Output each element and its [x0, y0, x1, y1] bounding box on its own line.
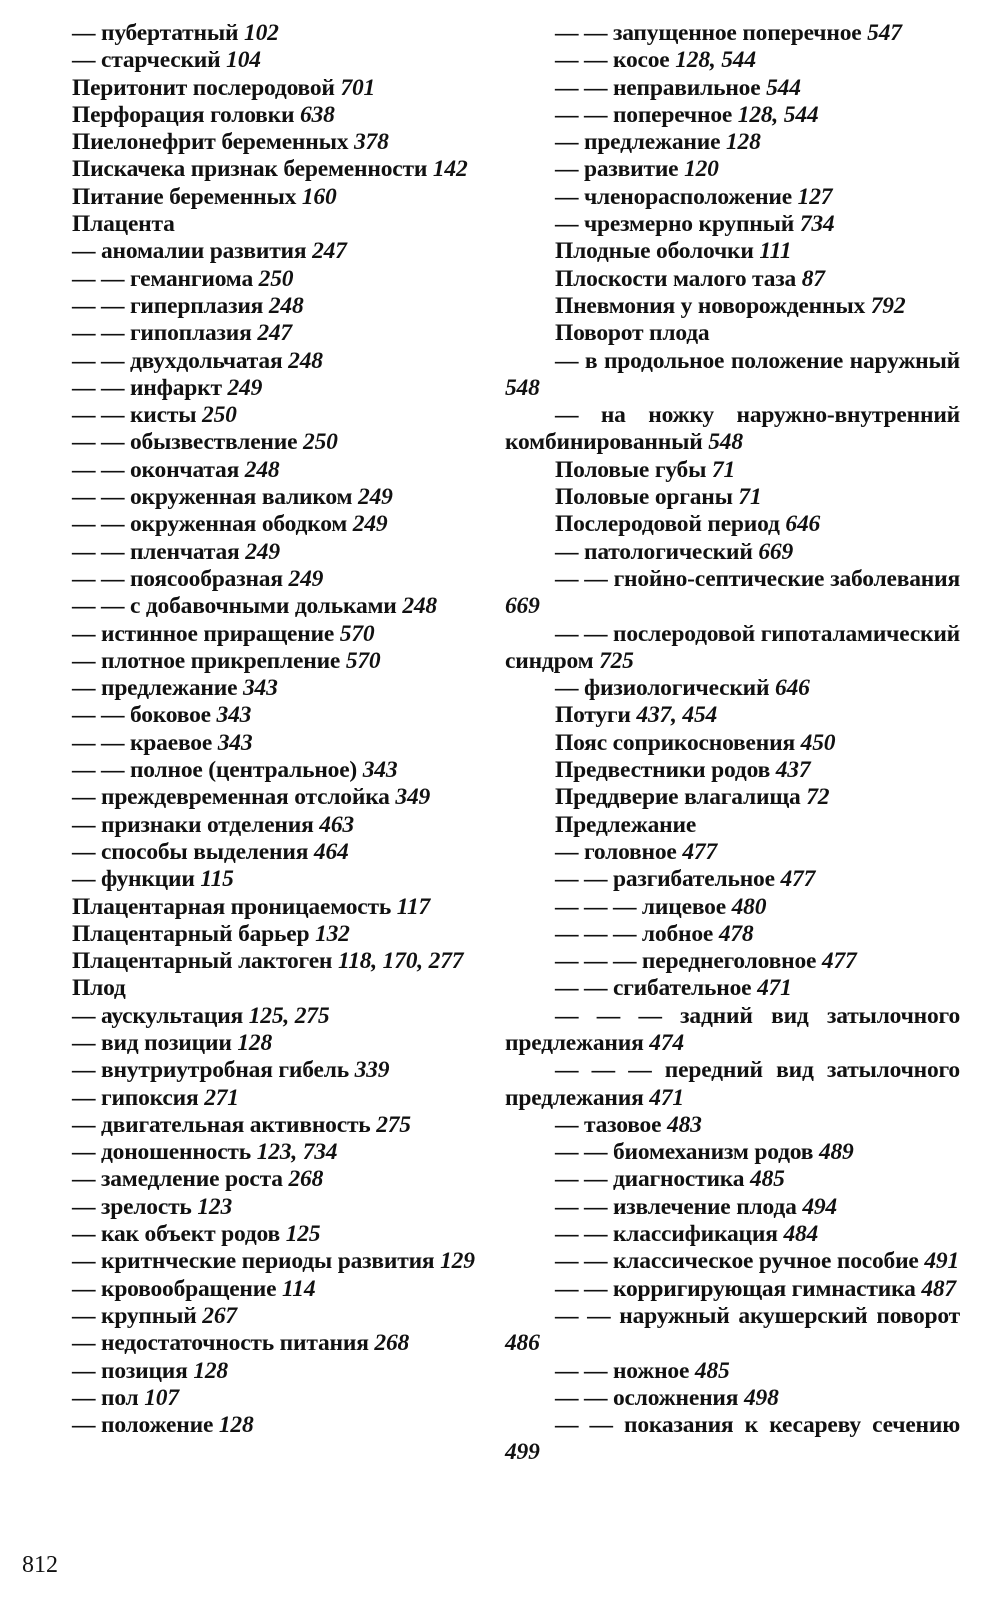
index-term: Пневмония у новорожденных: [555, 292, 871, 319]
page-reference: 128: [725, 129, 761, 156]
page-reference: 267: [202, 1302, 237, 1329]
index-term: — патологический: [555, 538, 759, 565]
index-term: — — извлечение плода: [555, 1193, 803, 1220]
index-entry: [22, 429, 477, 456]
index-term: Плодные оболочки: [555, 238, 760, 265]
page-reference: 160: [301, 183, 337, 210]
index-term: — чрезмерно крупный: [555, 211, 800, 238]
page-reference: 125: [285, 1221, 321, 1248]
page-reference: 248: [244, 456, 280, 483]
index-entry: [22, 593, 477, 620]
index-entry: [505, 156, 960, 183]
index-entry: [22, 1085, 477, 1112]
index-term: — положение: [72, 1412, 219, 1439]
page-reference: 498: [743, 1384, 779, 1411]
page-reference: 646: [785, 511, 821, 538]
page-reference: 128: [218, 1412, 254, 1439]
page-reference: 463: [319, 811, 354, 838]
page-reference: 248: [402, 593, 437, 620]
index-entry: [22, 1330, 477, 1357]
index-entry: [22, 238, 477, 265]
index-entry: [505, 812, 960, 839]
index-term: — — гнойно-септические заболевания: [555, 565, 960, 592]
index-entry: [505, 1221, 960, 1248]
index-entry: [505, 238, 960, 265]
index-entry: [22, 1030, 477, 1057]
page-reference: 127: [797, 183, 833, 210]
index-entry: [505, 1003, 960, 1058]
page-reference: 247: [312, 238, 347, 265]
index-entry: [505, 348, 960, 403]
page-reference: 701: [340, 74, 376, 101]
index-term: — замедление роста: [72, 1166, 289, 1193]
index-entry: [505, 921, 960, 948]
index-term: Послеродовой период: [555, 511, 786, 538]
page-reference: 128: [237, 1029, 272, 1056]
index-term: — — краевое: [72, 729, 218, 756]
page-reference: 249: [352, 511, 388, 538]
page-reference: 471: [757, 975, 792, 1002]
page-reference: 494: [802, 1193, 837, 1220]
index-entry: [505, 511, 960, 538]
page-reference: 128, 544: [675, 47, 756, 74]
page-reference: 123, 734: [256, 1139, 338, 1166]
page-reference: 249: [227, 374, 263, 401]
index-term: Плоскости малого таза: [555, 265, 802, 292]
page-reference: 544: [766, 74, 801, 101]
page-reference: 71: [738, 484, 762, 511]
index-term: — недостаточность питания: [72, 1330, 375, 1357]
index-entry: [505, 320, 960, 347]
page-reference: 268: [288, 1166, 324, 1193]
page-reference: 128, 544: [737, 101, 819, 128]
index-entry: [22, 1412, 477, 1439]
page-reference: 129: [440, 1248, 475, 1275]
index-term: — как объект родов: [72, 1221, 286, 1248]
page-reference: 248: [288, 347, 323, 374]
index-term: — — запущенное поперечное: [555, 20, 868, 46]
index-term: — предлежание: [555, 129, 726, 156]
index-entry: [505, 539, 960, 566]
index-term: — аускультация: [72, 1002, 249, 1029]
index-entry: [505, 975, 960, 1002]
index-term: Перитонит послеродовой: [72, 74, 341, 101]
index-term: — — — лицевое: [555, 893, 732, 920]
page-reference: 478: [718, 920, 754, 947]
index-term: — физиологический: [555, 675, 776, 702]
index-term: — — с добавочными дольками: [72, 593, 403, 620]
index-entry: [505, 948, 960, 975]
index-entry: [22, 47, 477, 74]
index-entry: [22, 1112, 477, 1139]
index-entry: [505, 457, 960, 484]
page-reference: 734: [799, 211, 835, 238]
index-entry: [22, 20, 477, 47]
index-entry: [505, 184, 960, 211]
index-term: — — окончатая: [72, 456, 245, 483]
index-term: — — окруженная ободком: [72, 511, 353, 538]
index-term: Плацентарная проницаемость: [72, 893, 397, 920]
index-term: Плод: [72, 975, 126, 1002]
page-reference: 128: [193, 1357, 228, 1384]
index-term: — — послеродовой гипоталамический синдром: [505, 620, 960, 674]
page-reference: 725: [599, 647, 634, 674]
page-reference: 548: [505, 374, 540, 401]
page-reference: 471: [649, 1084, 684, 1111]
index-term: — — поясообразная: [72, 565, 289, 592]
index-entry: [22, 1003, 477, 1030]
index-entry: [22, 266, 477, 293]
page-reference: 250: [202, 402, 237, 429]
index-entry: [505, 47, 960, 74]
page-reference: 646: [775, 675, 810, 702]
index-term: — гипоксия: [72, 1084, 205, 1111]
index-entry: [22, 75, 477, 102]
page-reference: 499: [505, 1439, 540, 1466]
index-entry: [505, 566, 960, 621]
index-entry: [22, 156, 477, 183]
index-entry: [22, 1057, 477, 1084]
index-term: Половые органы: [555, 484, 739, 511]
page-reference: 115: [200, 866, 234, 893]
index-term: — развитие: [555, 156, 685, 183]
index-entry: [22, 702, 477, 729]
index-term: — — наружный акушерский поворот: [555, 1302, 960, 1329]
index-entry: [505, 730, 960, 757]
index-term: — — обызвествление: [72, 429, 304, 456]
index-entry: [505, 675, 960, 702]
page-reference: 343: [217, 729, 253, 756]
index-entry: [505, 1166, 960, 1193]
index-entry: [22, 1166, 477, 1193]
page-reference: 792: [870, 292, 906, 319]
index-term: Питание беременных: [72, 183, 302, 210]
page-reference: 142: [432, 156, 468, 183]
index-entry: [22, 129, 477, 156]
page-reference: 483: [667, 1111, 702, 1138]
index-entry: [22, 866, 477, 893]
page-reference: 247: [257, 320, 292, 347]
index-term: — способы выделения: [72, 838, 314, 865]
index-term: — — ножное: [555, 1357, 695, 1384]
page-reference: 72: [806, 784, 830, 811]
index-term: — — биомеханизм родов: [555, 1139, 819, 1166]
page-reference: 107: [144, 1384, 179, 1411]
page-reference: 437, 454: [636, 702, 718, 729]
page-reference: 477: [780, 866, 816, 893]
index-entry: [505, 621, 960, 676]
page-reference: 123: [197, 1193, 232, 1220]
index-term: — головное: [555, 838, 683, 865]
index-term: — — двухдольчатая: [72, 347, 289, 374]
page-reference: 486: [505, 1330, 540, 1357]
page-reference: 249: [288, 565, 324, 592]
page-reference: 111: [759, 238, 792, 265]
page-reference: 250: [303, 429, 338, 456]
index-entry: [22, 320, 477, 347]
index-term: — — корригирующая гимнастика: [555, 1275, 922, 1302]
page-reference: 249: [358, 484, 393, 511]
index-entry: [22, 293, 477, 320]
index-entry: [22, 975, 477, 1002]
page-reference: 485: [750, 1166, 785, 1193]
index-term: — — показания к кесареву сечению: [555, 1412, 960, 1439]
index-entry: [22, 1385, 477, 1412]
index-entry: [505, 1385, 960, 1412]
index-term: — доношенность: [72, 1139, 257, 1166]
index-term: Пискачека признак беременности: [72, 156, 433, 183]
page-reference: 343: [216, 702, 252, 729]
index-entry: [22, 375, 477, 402]
index-entry: [22, 1194, 477, 1221]
index-term: Преддверие влагалища: [555, 784, 807, 811]
page-reference: 669: [505, 593, 540, 620]
index-term: — в продольное положение наружный: [555, 347, 960, 374]
index-entry: [22, 1358, 477, 1385]
page-reference: 450: [800, 729, 836, 756]
index-entry: [22, 948, 477, 975]
index-term: — функции: [72, 866, 201, 893]
page-reference: 343: [362, 757, 398, 784]
index-entry: [505, 784, 960, 811]
page-reference: 477: [682, 838, 717, 865]
index-term: — членорасположение: [555, 183, 798, 210]
index-column-right: [505, 20, 960, 1467]
page-reference: 485: [694, 1357, 730, 1384]
page-number: 812: [22, 1552, 58, 1578]
index-term: — — классификация: [555, 1221, 784, 1248]
page-reference: 477: [821, 948, 857, 975]
index-term: Плацента: [72, 211, 175, 238]
page-reference: 132: [315, 920, 350, 947]
index-term: — крупный: [72, 1302, 203, 1329]
index-entry: [22, 566, 477, 593]
index-entry: [505, 20, 960, 47]
page-reference: 464: [313, 838, 349, 865]
index-entry: [505, 1112, 960, 1139]
index-entry: [505, 1139, 960, 1166]
page-reference: 547: [867, 20, 902, 46]
page-reference: 102: [244, 20, 279, 46]
index-term: Пиелонефрит беременных: [72, 129, 354, 156]
index-entry: [505, 75, 960, 102]
index-entry: [22, 1248, 477, 1275]
page-reference: 349: [395, 784, 431, 811]
index-term: — — гипоплазия: [72, 320, 258, 347]
index-entry: [505, 1276, 960, 1303]
index-term: — на ножку наружно-внутренний комбинированный: [505, 402, 960, 456]
index-term: — — инфаркт: [72, 374, 228, 401]
index-entry: [22, 102, 477, 129]
index-term: — пол: [72, 1384, 145, 1411]
page-reference: 489: [818, 1139, 854, 1166]
index-term: — — разгибательное: [555, 866, 781, 893]
index-entry: [505, 1412, 960, 1467]
index-term: Плацентарный лактоген: [72, 948, 338, 975]
index-term: — преждевременная отслойка: [72, 784, 396, 811]
index-term: — критнческие периоды развития: [72, 1248, 441, 1275]
index-entry: [22, 812, 477, 839]
index-term: — пубертатный: [72, 20, 245, 46]
index-entry: [505, 266, 960, 293]
index-term: — кровообращение: [72, 1275, 283, 1302]
index-term: — — классическое ручное пособие: [555, 1248, 925, 1275]
index-term: — внутриутробная гибель: [72, 1057, 355, 1084]
index-term: — — неправильное: [555, 74, 767, 101]
page-reference: 474: [649, 1029, 684, 1056]
page-reference: 378: [354, 129, 389, 156]
page-reference: 271: [204, 1084, 239, 1111]
index-entry: [22, 184, 477, 211]
page-reference: 250: [258, 265, 294, 292]
index-entry: [22, 348, 477, 375]
index-term: — — полное (центральное): [72, 757, 363, 784]
page-reference: 248: [268, 292, 304, 319]
page-reference: 275: [376, 1111, 411, 1138]
index-term: — — боковое: [72, 702, 217, 729]
index-entry: [505, 702, 960, 729]
index-term: — — гиперплазия: [72, 292, 269, 319]
index-term: — позиция: [72, 1357, 194, 1384]
index-term: — — — задний вид затылочного предлежания: [505, 1002, 960, 1056]
index-term: — — — передний вид затылочного предлежания: [505, 1057, 960, 1111]
index-term: Предлежание: [555, 811, 697, 838]
index-term: — истинное приращение: [72, 620, 340, 647]
index-entry: [22, 675, 477, 702]
index-entry: [22, 784, 477, 811]
index-entry: [22, 757, 477, 784]
page-reference: 268: [374, 1330, 410, 1357]
index-term: — тазовое: [555, 1111, 668, 1138]
page-reference: 114: [282, 1275, 316, 1302]
page-reference: 339: [354, 1057, 390, 1084]
index-entry: [22, 839, 477, 866]
page-reference: 118, 170, 277: [337, 948, 464, 975]
index-entry: [505, 1303, 960, 1358]
index-entry: [505, 402, 960, 457]
index-term: — аномалии развития: [72, 238, 313, 265]
page-reference: 487: [921, 1275, 956, 1302]
index-entry: [22, 894, 477, 921]
index-term: Предвестники родов: [555, 757, 776, 784]
page-reference: 249: [245, 538, 280, 565]
index-term: Перфорация головки: [72, 101, 300, 128]
index-entry: [22, 511, 477, 538]
index-column-left: [22, 20, 477, 1439]
index-term: — зрелость: [72, 1193, 198, 1220]
page-reference: 638: [300, 101, 335, 128]
page-reference: 125, 275: [248, 1002, 330, 1029]
page-reference: 87: [801, 265, 825, 292]
index-entry: [22, 730, 477, 757]
index-entry: [505, 129, 960, 156]
index-entry: [505, 1358, 960, 1385]
index-entry: [505, 211, 960, 238]
index-term: — — сгибательное: [555, 975, 758, 1002]
index-term: Поворот плода: [555, 320, 710, 347]
index-term: — двигательная активность: [72, 1111, 377, 1138]
index-entry: [505, 484, 960, 511]
index-entry: [22, 484, 477, 511]
page-reference: 117: [396, 893, 431, 920]
index-term: — — окруженная валиком: [72, 484, 359, 511]
index-entry: [22, 921, 477, 948]
page-reference: 491: [924, 1248, 959, 1275]
index-entry: [22, 211, 477, 238]
index-entry: [22, 1221, 477, 1248]
index-term: — — осложнения: [555, 1384, 744, 1411]
index-entry: [505, 757, 960, 784]
index-term: Плацентарный барьер: [72, 920, 316, 947]
index-term: Потуги: [555, 702, 637, 729]
index-entry: [505, 1248, 960, 1275]
index-term: — — косое: [555, 47, 676, 74]
index-entry: [505, 839, 960, 866]
page-reference: 437: [775, 757, 811, 784]
page-reference: 548: [708, 429, 743, 456]
index-entry: [505, 866, 960, 893]
index-entry: [22, 402, 477, 429]
page-reference: 120: [684, 156, 719, 183]
index-term: — — поперечное: [555, 101, 738, 128]
index-term: — вид позиции: [72, 1029, 238, 1056]
index-term: — старческий: [72, 47, 227, 74]
index-entry: [22, 1276, 477, 1303]
index-entry: [22, 1139, 477, 1166]
index-term: — — — переднеголовное: [555, 948, 822, 975]
index-entry: [505, 293, 960, 320]
index-entry: [22, 457, 477, 484]
index-entry: [505, 102, 960, 129]
page-reference: 71: [711, 456, 736, 483]
index-term: Пояс соприкосновения: [555, 729, 801, 756]
index-term: Половые губы: [555, 456, 712, 483]
index-entry: [22, 648, 477, 675]
index-term: — плотное прикрепление: [72, 647, 346, 674]
page-reference: 570: [345, 647, 381, 674]
index-entry: [505, 894, 960, 921]
index-term: — — пленчатая: [72, 538, 246, 565]
index-entry: [22, 1303, 477, 1330]
page-reference: 480: [731, 893, 767, 920]
index-term: — признаки отделения: [72, 811, 320, 838]
index-entry: [505, 1057, 960, 1112]
index-entry: [505, 1194, 960, 1221]
page-reference: 669: [758, 538, 794, 565]
page-reference: 484: [783, 1221, 819, 1248]
index-term: — — — лобное: [555, 920, 719, 947]
index-term: — предлежание: [72, 675, 243, 702]
index-entry: [22, 621, 477, 648]
page-reference: 104: [226, 47, 261, 74]
index-term: — — диагностика: [555, 1166, 751, 1193]
page-reference: 570: [339, 620, 375, 647]
index-term: — — гемангиома: [72, 265, 259, 292]
index-term: — — кисты: [72, 402, 203, 429]
index-entry: [22, 539, 477, 566]
page-reference: 343: [242, 675, 278, 702]
